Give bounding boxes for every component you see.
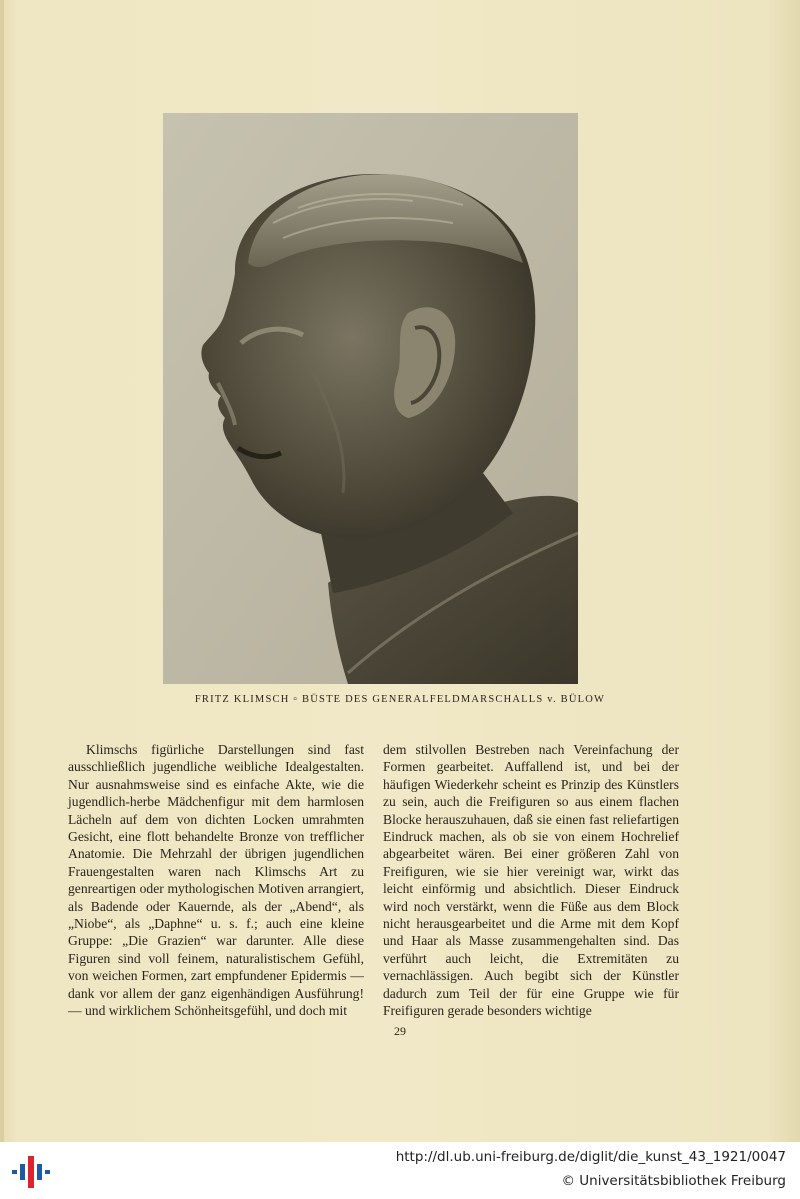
paragraph-right: dem stilvollen Bestreben nach Vereinfachung der Formen gearbeitet. Auffallend ist, und bei der häufigen Wiederkehr scheint es Prinzip des Künstlers zu sein, auch die Freifiguren so aus einem flachen Blocke herauszuhauen, daß sie einen fast reliefartigen Eindruck machen, als ob sie von einem Hochrelief abgearbeitet wären. Bei einer größeren Zahl von Freifiguren, wie sie hier vereinigt war, wirkt das leicht einförmig und absichtlich. Dieser Eindruck wird noch verstärkt, wenn die Füße aus dem Block nicht herausgearbeitet und die Arme mit dem Kopf und Haar als Masse zusammengehalten sind. Das verführt auch leicht, die Extremitäten zu vernachlässigen. Auch begibt sich der Künstler dadurch zum Teil der für eine Gruppe wie für Freifiguren gerade besonders wichtige [383,742,679,1019]
text-column-right [383,741,679,1020]
plate-caption: FRITZ KLIMSCH ▫ BÜSTE DES GENERALFELDMARSCHALLS v. BÜLOW [194,694,606,705]
page-number: 29 [394,1024,406,1038]
copyright-notice: © Universitätsbibliothek Freiburg [561,1173,786,1189]
ub-freiburg-logo-icon [10,1150,52,1192]
viewer-footer [0,1142,800,1199]
bust-photograph [163,113,578,684]
text-column-left [68,741,364,1020]
bust-image [163,113,578,684]
document-url-link[interactable]: http://dl.ub.uni-freiburg.de/diglit/die_kunst_43_1921/0047 [395,1149,786,1165]
page-edge [0,0,4,1142]
paragraph-left: Klimschs figürliche Darstellungen sind fast ausschließlich jugendliche weibliche Idealgestalten. Nur ausnahmsweise sind es einfache Akte, wie die jugendlich-herbe Mädchenfigur mit dem harmlosen Lächeln auf dem von dichten Locken umrahmten Gesicht, eine flott behandelte Bronze von trefflicher Anatomie. Die Mehrzahl der übrigen jugendlichen Frauengestalten waren nach Klimschs Art zu genreartigen oder mythologischen Motiven arrangiert, als Badende oder Kauernde, als der „Abend“, als „Niobe“, als „Daphne“ u. s. f.; auch eine kleine Gruppe: „Die Grazien“ war darunter. Alle diese Figuren sind voll feinem, naturalistischem Gefühl, von weichen Formen, zart empfundener Epidermis — dank vor allem der ganz eigenhändigen Ausführung! — und wirklichem Schönheitsgefühl, und doch mit [68,742,364,1019]
